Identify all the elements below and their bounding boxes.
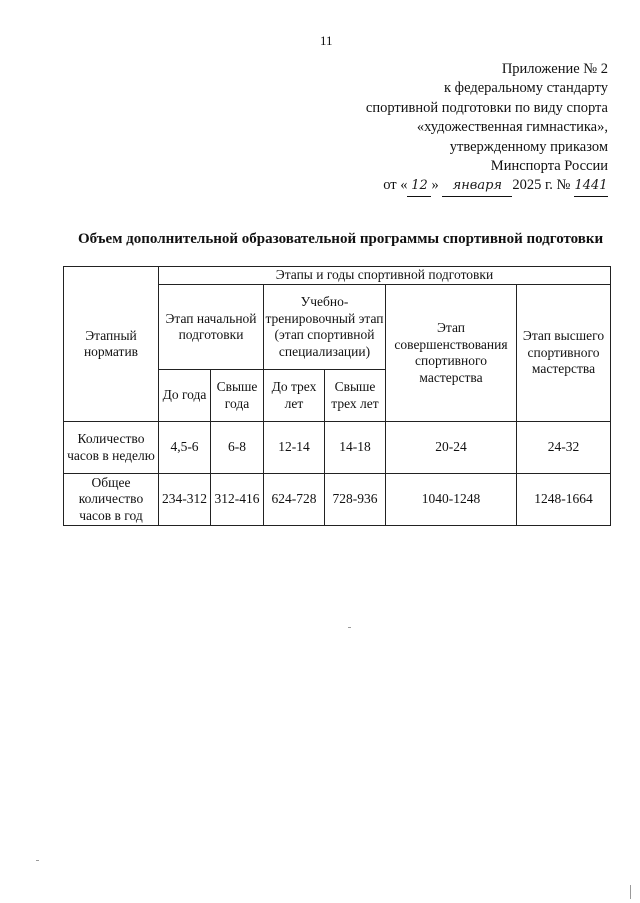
header-stage-training: Учебно-тренировочный этап (этап спортивной специализации) <box>264 285 386 370</box>
document-title: Объем дополнительной образовательной программы спортивной подготовки <box>78 231 604 247</box>
table-cell: 624-728 <box>264 474 325 526</box>
subheader-over-year: Свыше года <box>211 370 264 422</box>
header-stage-higher: Этап высшего спортивного мастерства <box>517 285 611 422</box>
subheader-up-to-three-years: До трех лет <box>264 370 325 422</box>
date-day: 12 <box>407 176 431 196</box>
annex-line-1: Приложение № 2 <box>501 61 608 77</box>
date-mid: » <box>431 177 439 194</box>
header-normative: Этапный норматив <box>64 267 159 422</box>
subheader-over-three-years: Свыше трех лет <box>325 370 386 422</box>
table-cell: 20-24 <box>386 422 517 474</box>
table-row <box>64 474 611 526</box>
header-stage-initial: Этап начальной подготовки <box>159 285 264 370</box>
order-number: 1441 <box>574 176 608 196</box>
scan-speck <box>348 627 351 628</box>
table-cell: 12-14 <box>264 422 325 474</box>
subheader-up-to-year: До года <box>159 370 211 422</box>
header-stages-group: Этапы и годы спортивной подготовки <box>159 267 611 285</box>
annex-line-2: к федеральному стандарту <box>444 80 608 97</box>
table-cell: 728-936 <box>325 474 386 526</box>
table-cell: 4,5-6 <box>159 422 211 474</box>
row-label: Количество часов в неделю <box>64 422 159 474</box>
table-cell: 6-8 <box>211 422 264 474</box>
scan-speck <box>36 860 39 861</box>
annex-line-6: Минспорта России <box>490 158 608 175</box>
scan-edge-mark <box>630 885 631 899</box>
program-volume-table <box>63 266 611 526</box>
annex-header <box>308 60 608 197</box>
table-cell: 1248-1664 <box>517 474 611 526</box>
table-row <box>64 422 611 474</box>
annex-line-5: утвержденному приказом <box>449 138 608 155</box>
table-cell: 1040-1248 <box>386 474 517 526</box>
annex-line-4: «художественная гимнастика», <box>416 119 608 136</box>
page-number: 11 <box>320 33 333 48</box>
table-cell: 14-18 <box>325 422 386 474</box>
date-year: 2025 г. № <box>512 177 571 194</box>
header-stage-improvement: Этап совершенствования спортивного мастерства <box>386 285 517 422</box>
table-cell: 24-32 <box>517 422 611 474</box>
annex-line-3: спортивной подготовки по виду спорта <box>365 99 608 116</box>
date-prefix: от « <box>383 177 408 194</box>
row-label: Общее количество часов в год <box>64 474 159 526</box>
table-cell: 312-416 <box>211 474 264 526</box>
date-month: января <box>442 176 512 196</box>
table-cell: 234-312 <box>159 474 211 526</box>
annex-date-line <box>308 176 608 196</box>
